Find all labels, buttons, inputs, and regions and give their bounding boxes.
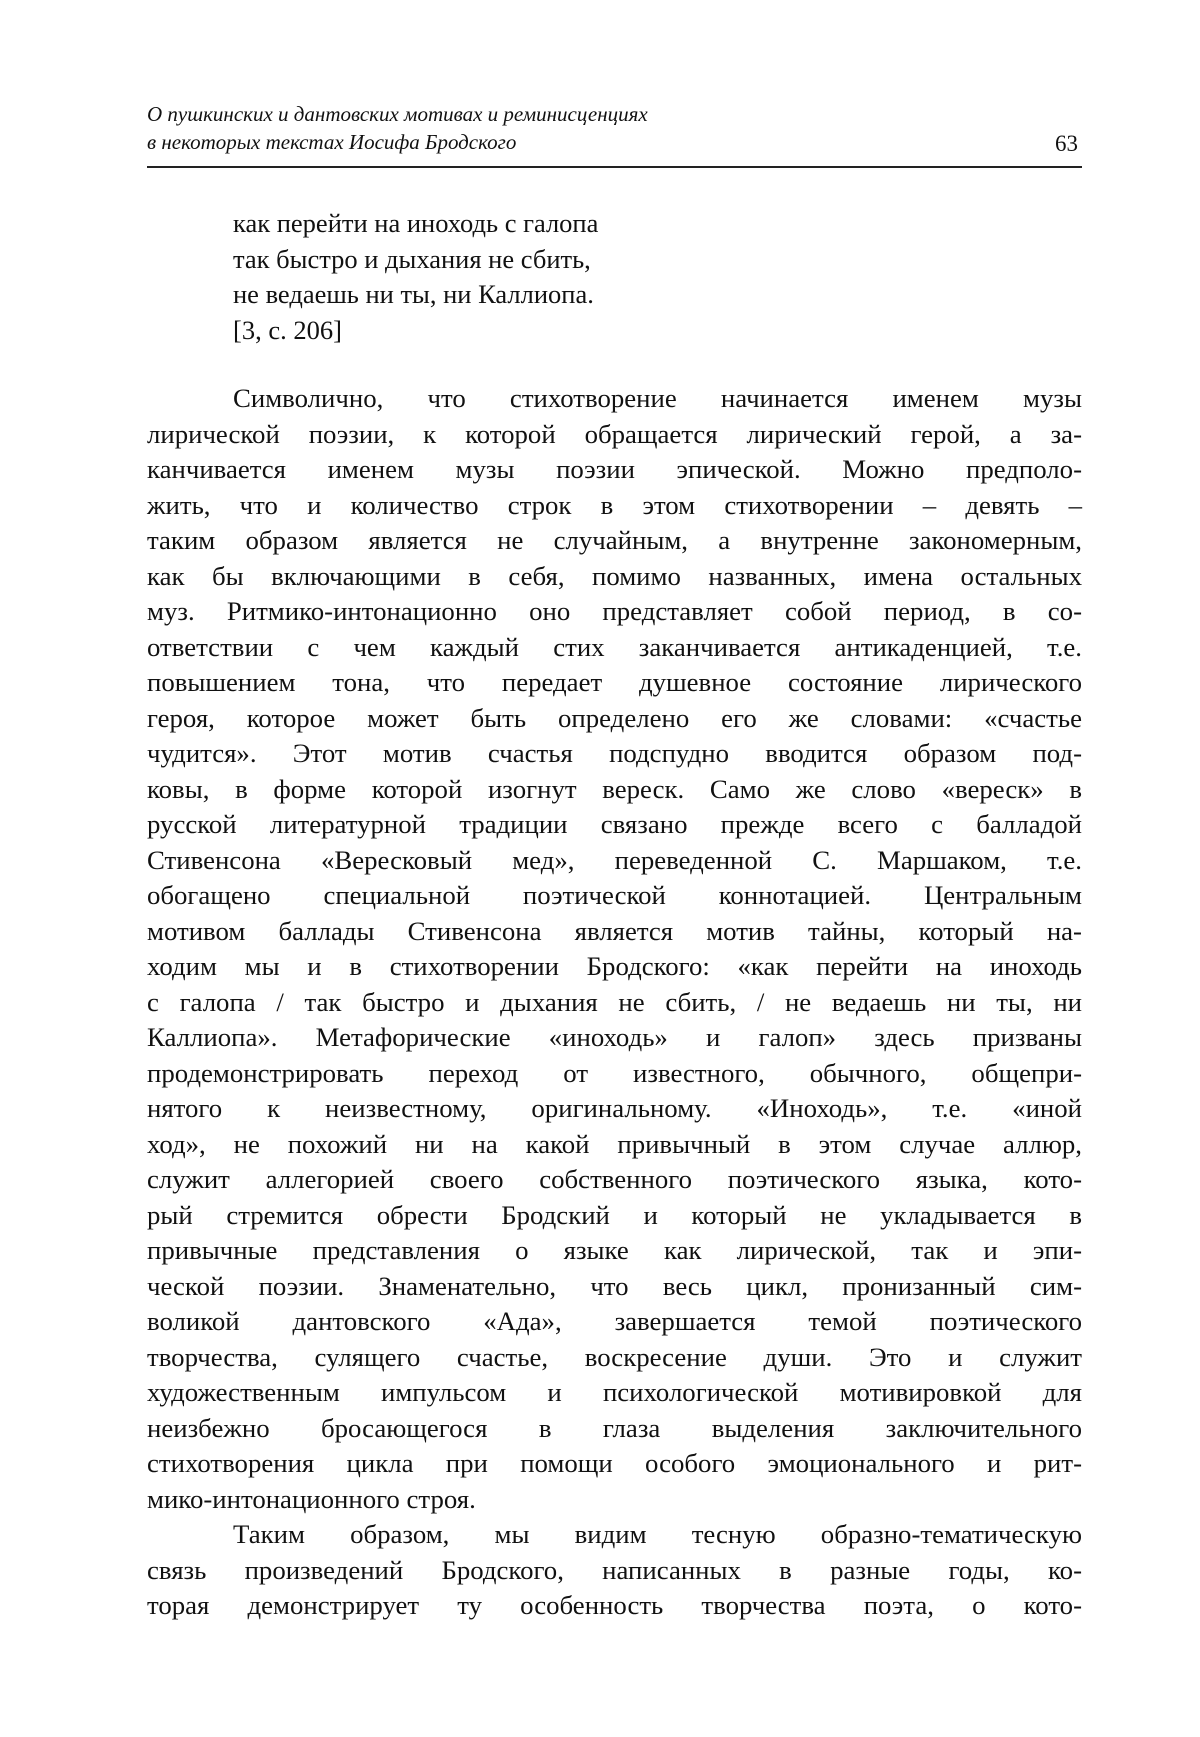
verse-quotation [233, 206, 598, 348]
text-line: ковы, в форме которой изогнут вереск. Само же слово «вереск» в [147, 773, 1082, 804]
verse-line: не ведаешь ни ты, ни Каллиопа. [233, 279, 594, 309]
text-line: героя, которое может быть определено его же словами: «счастье [147, 702, 1082, 733]
running-header [147, 100, 1082, 168]
text-line: муз. Ритмико-интонационно оно представляет собой период, в со- [147, 596, 1082, 626]
text-line: чудится». Этот мотив счастья подспудно вводится образом под- [147, 738, 1082, 768]
running-title-line: О пушкинских и дантовских мотивах и реминисценциях [147, 102, 648, 126]
text-line: ческой поэзии. Знаменательно, что весь цикл, пронизанный сим- [147, 1270, 1082, 1301]
text-line: ход», не похожий ни на какой привычный в этом случае аллюр, [147, 1128, 1082, 1159]
text-line: стихотворения цикла при помощи особого эмоционального и рит- [147, 1448, 1082, 1478]
text-line: ответствии с чем каждый стих заканчивается антикаденцией, т.е. [147, 631, 1082, 662]
running-title [147, 100, 847, 156]
text-line: жить, что и количество строк в этом стихотворении – девять – [147, 489, 1082, 520]
text-line: Стивенсона «Вересковый мед», переведенной С. Маршаком, т.е. [147, 844, 1082, 875]
text-line: Символично, что стихотворение начинается именем музы [233, 383, 1082, 413]
text-line: русской литературной традиции связано прежде всего с балладой [147, 809, 1082, 839]
text-line: привычные представления о языке как лирической, так и эпи- [147, 1235, 1082, 1265]
paragraph [147, 1517, 1082, 1624]
text-line: служит аллегорией своего собственного поэтического языка, кото- [147, 1164, 1082, 1194]
verse-citation: [3, с. 206] [233, 314, 342, 345]
verse-line: как перейти на иноходь с галопа [233, 208, 599, 238]
running-title-line: в некоторых текстах Иосифа Бродского [147, 130, 517, 154]
text-line: Таким образом, мы видим тесную образно-тематическую [233, 1519, 1082, 1549]
body-text [147, 381, 1082, 1624]
text-line: связь произведений Бродского, написанных в разные годы, ко- [147, 1554, 1082, 1585]
text-line: лирической поэзии, к которой обращается лирический герой, а за- [147, 418, 1082, 449]
text-line: повышением тона, что передает душевное состояние лирического [147, 667, 1082, 697]
text-line: таким образом является не случайным, а внутренне закономерным, [147, 525, 1082, 555]
text-line: с галопа / так быстро и дыхания не сбить, / не ведаешь ни ты, ни [147, 986, 1082, 1017]
text-line: продемонстрировать переход от известного, обычного, общепри- [147, 1057, 1082, 1088]
text-line: нятого к неизвестному, оригинальному. «Иноходь», т.е. «иной [147, 1093, 1082, 1123]
text-line: торая демонстрирует ту особенность творчества поэта, о кото- [147, 1590, 1082, 1620]
text-line: рый стремится обрести Бродский и который не укладывается в [147, 1199, 1082, 1230]
text-line: обогащено специальной поэтической коннотацией. Центральным [147, 880, 1082, 910]
text-line: воликой дантовского «Ада», завершается темой поэтического [147, 1306, 1082, 1336]
page-number: 63 [1055, 131, 1078, 156]
text-line: Каллиопа». Метафорические «иноходь» и галоп» здесь призваны [147, 1022, 1082, 1052]
text-line: мотивом баллады Стивенсона является мотив тайны, который на- [147, 915, 1082, 946]
text-line: мико-интонационного строя. [147, 1483, 476, 1514]
text-line: как бы включающими в себя, помимо названных, имена остальных [147, 560, 1082, 591]
text-line: канчивается именем музы поэзии эпической. Можно предполо- [147, 454, 1082, 484]
text-line: художественным импульсом и психологической мотивировкой для [147, 1377, 1082, 1407]
paragraph [147, 381, 1082, 1517]
text-line: творчества, сулящего счастье, воскресение души. Это и служит [147, 1341, 1082, 1372]
text-line: ходим мы и в стихотворении Бродского: «как перейти на иноходь [147, 951, 1082, 981]
verse-line: так быстро и дыхания не сбить, [233, 243, 591, 274]
text-line: неизбежно бросающегося в глаза выделения заключительного [147, 1412, 1082, 1443]
